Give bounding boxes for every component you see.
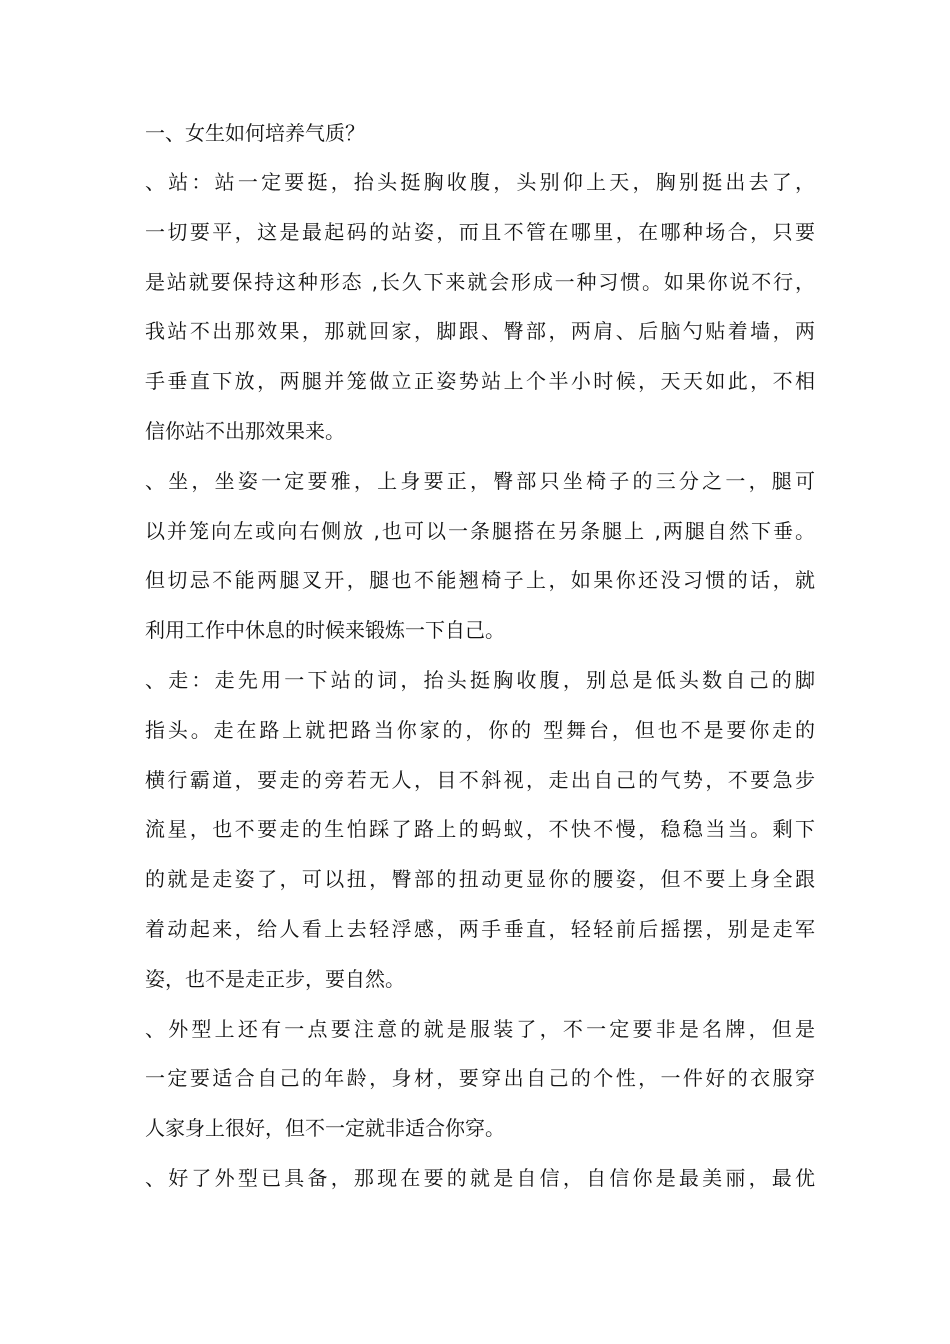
text-line: 指头。走在路上就把路当你家的，你的 型舞台，但也不是要你走的 [145, 717, 815, 742]
paragraph [145, 1005, 815, 1154]
text-line: 、外型上还有一点要注意的就是服装了，不一定要非是名牌，但是 [145, 1016, 815, 1041]
text-line: 我站不出那效果，那就回家，脚跟、臀部，两肩、后脑勺贴着墙，两 [145, 319, 815, 344]
text-line: 利用工作中休息的时候来锻炼一下自己。 [145, 618, 505, 643]
text-line: 姿，也不是走正步，要自然。 [145, 966, 405, 991]
text-line: 手垂直下放，两腿并笼做立正姿势站上个半小时候，天天如此，不相 [145, 369, 815, 394]
text-line: 以并笼向左或向右侧放 ,也可以一条腿搭在另条腿上 ,两腿自然下垂。 [145, 518, 815, 543]
text-line: 、坐，坐姿一定要雅，上身要正，臀部只坐椅子的三分之一，腿可 [145, 468, 815, 493]
text-line: 信你站不出那效果来。 [145, 418, 345, 443]
text-line: 横行霸道，要走的旁若无人，目不斜视，走出自己的气势，不要急步 [145, 767, 815, 792]
text-line: 、好了外型已具备，那现在要的就是自信，自信你是最美丽，最优 [145, 1165, 815, 1190]
text-line: 但切忌不能两腿叉开，腿也不能翘椅子上，如果你还没习惯的话，就 [145, 568, 815, 593]
text-line: 是站就要保持这种形态 ,长久下来就会形成一种习惯。如果你说不行， [145, 269, 815, 294]
paragraph [145, 158, 815, 457]
text-line: 人家身上很好，但不一定就非适合你穿。 [145, 1116, 505, 1141]
text-line: 、走：走先用一下站的词，抬头挺胸收腹，别总是低头数自己的脚 [145, 667, 815, 692]
paragraph [145, 1154, 815, 1204]
document-page [145, 108, 815, 1204]
text-line: 一定要适合自己的年龄，身材，要穿出自己的个性，一件好的衣服穿 [145, 1066, 815, 1091]
text-line: 一切要平，这是最起码的站姿，而且不管在哪里，在哪种场合，只要 [145, 219, 815, 244]
text-line: 流星，也不要走的生怕踩了路上的蚂蚁，不快不慢，稳稳当当。剩下 [145, 817, 815, 842]
paragraph [145, 457, 815, 656]
document-body [145, 158, 815, 1204]
paragraph [145, 656, 815, 1005]
document-title: 一、女生如何培养气质？ [145, 121, 365, 145]
text-line: 、站：站一定要挺，抬头挺胸收腹，头别仰上天，胸别挺出去了， [145, 170, 815, 194]
text-line: 着动起来，给人看上去轻浮感，两手垂直，轻轻前后摇摆，别是走军 [145, 916, 815, 941]
text-line: 的就是走姿了，可以扭，臀部的扭动更显你的腰姿，但不要上身全跟 [145, 867, 815, 892]
